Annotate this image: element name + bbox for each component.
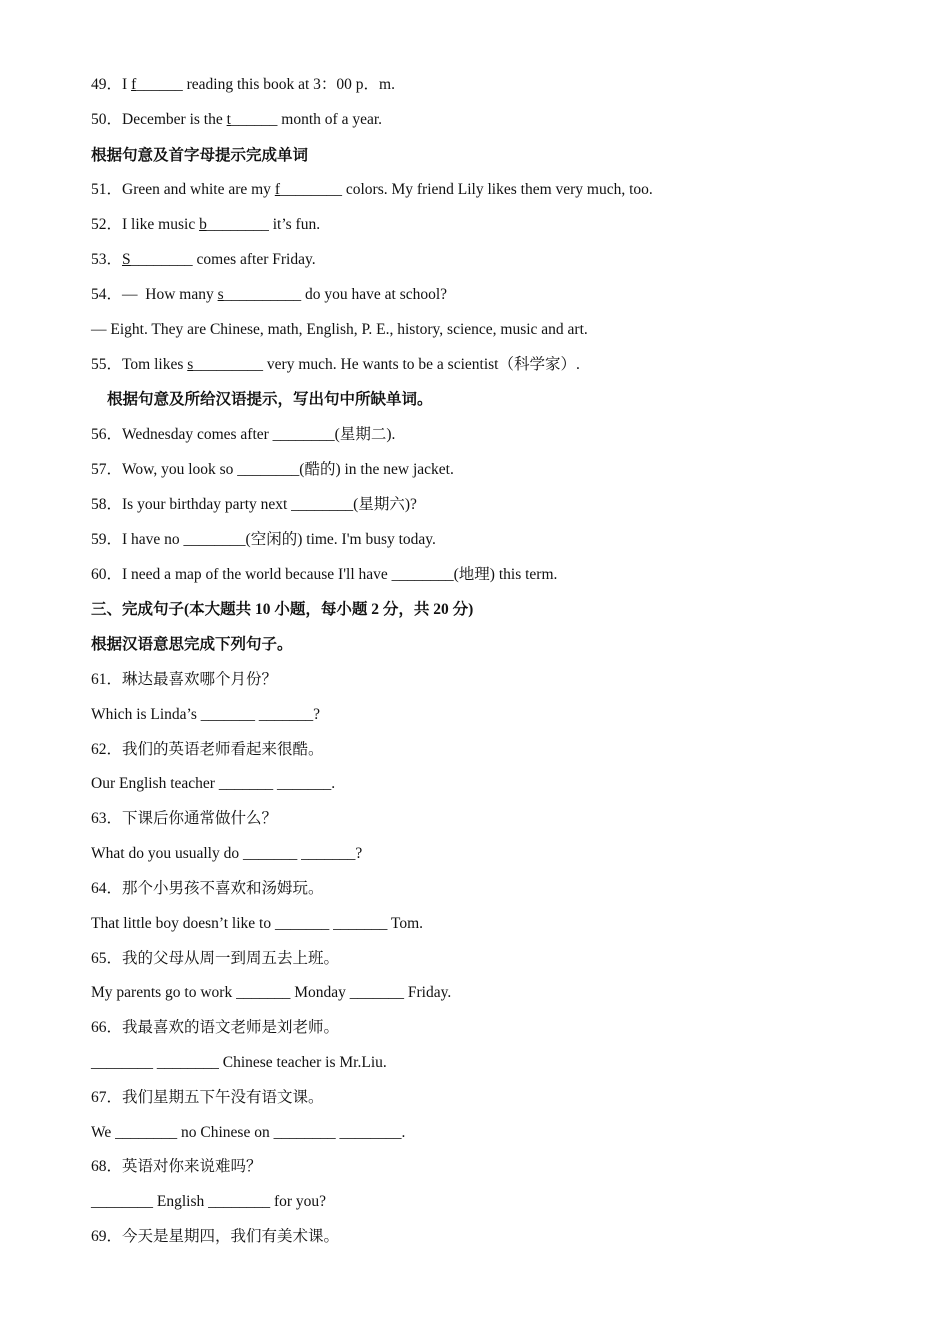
question-61-english: Which is Linda’s _______ _______? xyxy=(91,706,321,723)
question-69-chinese: 69．今天是星期四，我们有美术课。 xyxy=(91,1228,340,1245)
hint-letter: s xyxy=(217,286,224,303)
hint-letter: s xyxy=(187,356,194,373)
hint-letter: f xyxy=(131,76,137,93)
question-63-chinese: 63．下课后你通常做什么？ xyxy=(91,810,278,827)
hint-letter: b xyxy=(199,216,207,233)
question-64-chinese: 64．那个小男孩不喜欢和汤姆玩。 xyxy=(91,880,324,897)
question-61-chinese: 61．琳达最喜欢哪个月份？ xyxy=(91,671,278,688)
question-67-english: We ________ no Chinese on ________ ________. xyxy=(91,1124,406,1141)
question-56: 56．Wednesday comes after ________(星期二). xyxy=(91,426,396,443)
question-60: 60．I need a map of the world because I'll have ________(地理) this term. xyxy=(91,566,558,583)
question-62-english: Our English teacher _______ _______. xyxy=(91,775,336,792)
section-heading-chinese-hint: 根据句意及所给汉语提示，写出句中所缺单词。 xyxy=(107,391,433,408)
question-62-chinese: 62．我们的英语老师看起来很酷。 xyxy=(91,741,324,758)
question-51: 51．Green and white are my f________ colors. My friend Lily likes them very much, too. xyxy=(91,181,653,198)
question-54: 54．— How many s__________ do you have at school? xyxy=(91,286,448,303)
question-63-english: What do you usually do _______ _______? xyxy=(91,845,363,862)
hint-letter: t xyxy=(226,111,231,128)
section-heading-initial-letter: 根据句意及首字母提示完成单词 xyxy=(91,147,309,164)
hint-letter: S xyxy=(122,251,131,268)
question-65-english: My parents go to work _______ Monday _______ Friday. xyxy=(91,984,452,1001)
part-three-heading: 三、完成句子(本大题共 10 小题，每小题 2 分，共 20 分) xyxy=(91,601,474,618)
question-53: 53．S________ comes after Friday. xyxy=(91,251,316,268)
question-49: 49．I f______ reading this book at 3：00 p．m. xyxy=(91,76,395,93)
question-67-chinese: 67．我们星期五下午没有语文课。 xyxy=(91,1089,324,1106)
question-68-english: ________ English ________ for you? xyxy=(91,1193,327,1210)
question-66-chinese: 66．我最喜欢的语文老师是刘老师。 xyxy=(91,1019,340,1036)
question-50: 50．December is the t______ month of a year. xyxy=(91,111,383,128)
question-54-answer-line: — Eight. They are Chinese, math, English, P. E., history, science, music and art. xyxy=(91,321,588,338)
question-55: 55．Tom likes s_________ very much. He wants to be a scientist（科学家）. xyxy=(91,356,580,373)
question-65-chinese: 65．我的父母从周一到周五去上班。 xyxy=(91,950,340,967)
question-58: 58．Is your birthday party next ________(星期六)? xyxy=(91,496,417,513)
question-66-english: ________ ________ Chinese teacher is Mr.Liu. xyxy=(91,1054,387,1071)
question-57: 57．Wow, you look so ________(酷的) in the new jacket. xyxy=(91,461,454,478)
question-68-chinese: 68．英语对你来说难吗？ xyxy=(91,1158,262,1175)
question-52: 52．I like music b________ it’s fun. xyxy=(91,216,321,233)
hint-letter: f xyxy=(274,181,280,198)
part-three-instruction: 根据汉语意思完成下列句子。 xyxy=(91,636,293,653)
question-59: 59．I have no ________(空闲的) time. I'm busy today. xyxy=(91,531,436,548)
question-64-english: That little boy doesn’t like to _______ _______ Tom. xyxy=(91,915,424,932)
